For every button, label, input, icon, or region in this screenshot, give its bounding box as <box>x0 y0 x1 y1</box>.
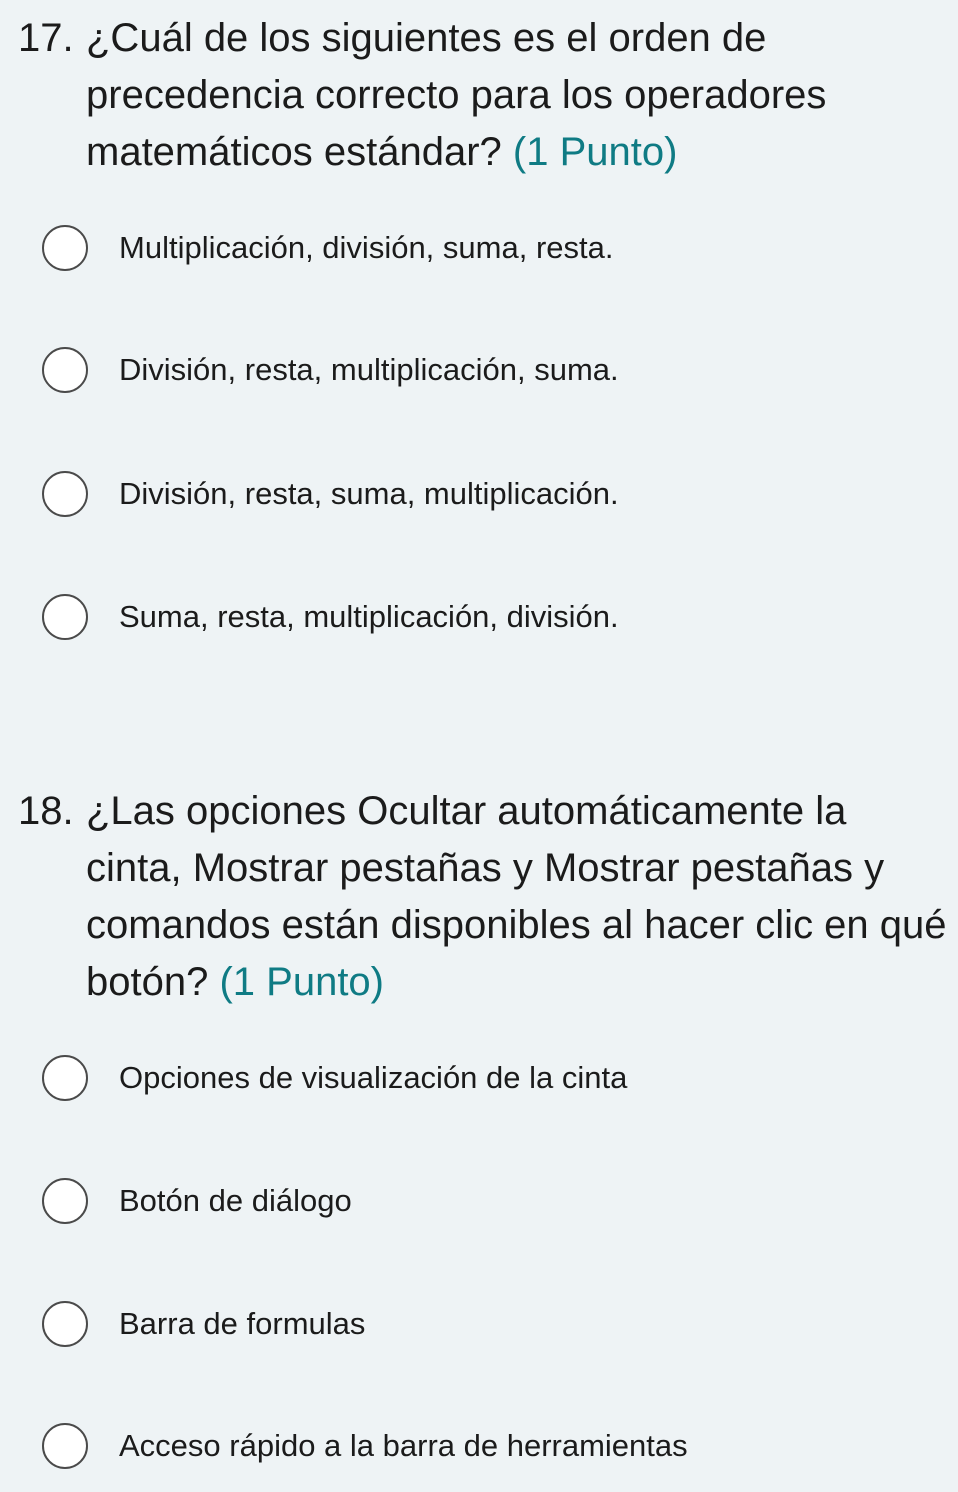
option-label: División, resta, suma, multiplicación. <box>119 476 619 511</box>
radio-circle-icon[interactable] <box>42 594 88 640</box>
radio-circle-icon[interactable] <box>42 1301 88 1347</box>
question-prompt <box>86 783 948 1011</box>
option-17-a[interactable] <box>42 221 613 275</box>
option-18-a[interactable] <box>42 1051 627 1105</box>
radio-circle-icon[interactable] <box>42 1423 88 1469</box>
radio-circle-icon[interactable] <box>42 347 88 393</box>
option-17-b[interactable] <box>42 343 619 397</box>
question-points: (1 Punto) <box>512 130 678 174</box>
question-number: 18. <box>18 789 74 833</box>
option-label: División, resta, multiplicación, suma. <box>119 352 619 387</box>
option-label: Opciones de visualización de la cinta <box>119 1060 628 1095</box>
question-17-heading <box>18 10 948 181</box>
option-17-d[interactable] <box>42 590 619 644</box>
question-prompt <box>86 10 948 181</box>
radio-circle-icon[interactable] <box>42 1178 88 1224</box>
option-18-b[interactable] <box>42 1174 352 1228</box>
option-label: Acceso rápido a la barra de herramientas <box>119 1428 688 1463</box>
option-label: Multiplicación, división, suma, resta. <box>119 230 614 265</box>
question-18-heading <box>18 783 948 1011</box>
radio-circle-icon[interactable] <box>42 1055 88 1101</box>
question-number: 17. <box>18 16 74 60</box>
option-18-c[interactable] <box>42 1297 365 1351</box>
option-label: Suma, resta, multiplicación, división. <box>119 599 619 634</box>
option-18-d[interactable] <box>42 1419 688 1473</box>
question-text: ¿Cuál de los siguientes es el orden de precedencia correcto para los operadores matemáticos estándar? <box>86 16 827 174</box>
radio-circle-icon[interactable] <box>42 225 88 271</box>
option-17-c[interactable] <box>42 467 619 521</box>
question-points: (1 Punto) <box>219 960 384 1004</box>
radio-circle-icon[interactable] <box>42 471 88 517</box>
question-text: ¿Las opciones Ocultar automáticamente la cinta, Mostrar pestañas y Mostrar pestañas y comandos están disponibles al hacer clic en qué botón? <box>86 789 947 1004</box>
option-label: Botón de diálogo <box>119 1183 352 1218</box>
option-label: Barra de formulas <box>119 1306 366 1341</box>
